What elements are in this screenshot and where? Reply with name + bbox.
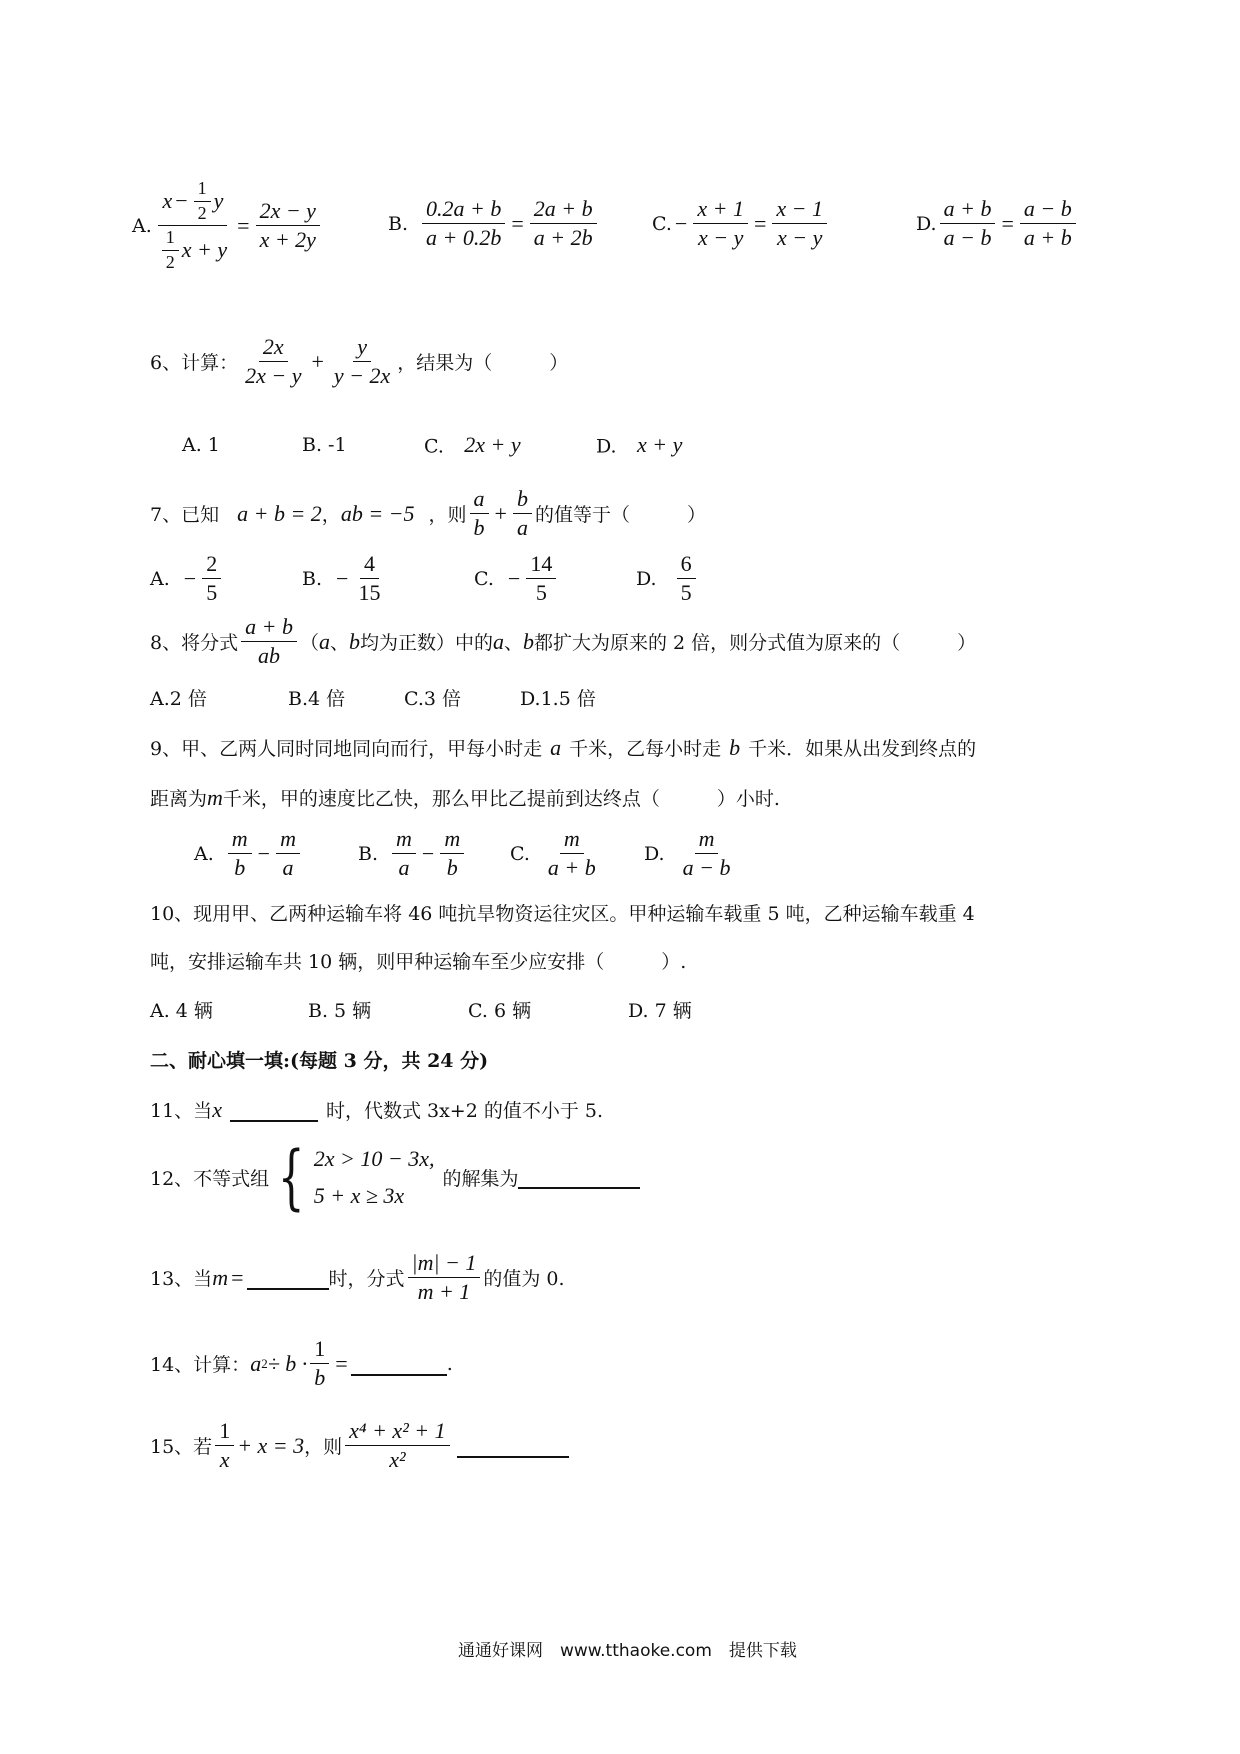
- q12-stem: 12、不等式组 { 2x > 10 − 3x, 5 + x ≥ 3x 的解集为: [150, 1140, 640, 1215]
- q5-d-label: D.: [916, 212, 937, 235]
- q5-d-lhs-fraction: $\frac{a + b}{a - b}$: [940, 196, 996, 252]
- q9-line-1: 9、甲、乙两人同时同地同向而行，甲每小时走 a 千米，乙每小时走 b 千米．如果从出发到终点的: [150, 734, 977, 760]
- q5-b-lhs-fraction: $\frac{0.2a + b}{a + 0.2b}$: [422, 196, 505, 252]
- q6-option-d: D. x + y: [596, 432, 683, 458]
- q7-prefix: 7、已知: [150, 504, 220, 527]
- q5-b-rhs-fraction: $\frac{2a + b}{a + 2b}$: [530, 196, 597, 252]
- q7-fraction-1: $\frac{a}{b}$: [470, 486, 489, 542]
- q8-option-b: B.4 倍: [288, 688, 346, 710]
- q7-condition-1: a + b = 2: [237, 500, 322, 526]
- q5-a-var: x: [162, 187, 173, 213]
- q7-option-b: B. − $\frac{4}{15}$: [302, 551, 381, 606]
- q5-a-lhs-fraction: [155, 178, 231, 273]
- page-footer: 通通好课网 www.tthaoke.com 提供下载: [458, 1641, 797, 1661]
- q5-b-label: B.: [388, 212, 409, 235]
- q8-option-c: C.3 倍: [404, 688, 462, 710]
- q5-option-b: [388, 196, 600, 252]
- q5-a-inner-den: 2: [197, 202, 207, 223]
- q15-fraction-1: $\frac{1}{x}$: [215, 1418, 234, 1474]
- q5-c-rhs-fraction: $\frac{x - 1}{x - y}$: [772, 196, 827, 252]
- q12-brace: {: [278, 1136, 305, 1219]
- q7-suffix: 的值等于（ ）: [534, 504, 706, 527]
- q7-fraction-2: $\frac{b}{a}$: [513, 486, 532, 542]
- q12-answer-blank[interactable]: [518, 1165, 640, 1189]
- q9-option-d: D. $\frac{m}{a - b}$: [644, 826, 731, 881]
- q10-option-a: A. 4 辆: [150, 1000, 213, 1022]
- q5-b-equals: =: [511, 210, 524, 236]
- q7-option-c: C. − $\frac{14}{5}$: [474, 551, 559, 607]
- q6-stem: [150, 334, 568, 390]
- q5-a-label: A.: [132, 214, 152, 237]
- q5-a-var-y: y: [213, 187, 224, 213]
- q14-answer-blank[interactable]: [351, 1352, 447, 1376]
- q6-suffix: ，结果为（ ）: [397, 352, 569, 375]
- q5-d-rhs-fraction: $\frac{a - b}{a + b}$: [1020, 196, 1076, 252]
- q15-stem: 15、若 $\frac{1}{x}$ + x = 3 ，则 $\frac{\text{x⁴ + x² + 1}}{\text{x²}}$: [150, 1418, 569, 1474]
- q5-c-label: C.: [652, 212, 672, 235]
- q7-option-a: A. − $\frac{2}{5}$: [150, 551, 224, 607]
- q13-stem: 13、当 m = 时，分式 $\frac{|m| - 1}{m + 1}$ 的值为 0.: [150, 1250, 565, 1305]
- q6-option-c-expr: 2x + y: [464, 432, 521, 457]
- q8-stem: 8、将分式 $\frac{a + b}{ab}$ （ a 、 b 均为正数）中的 a 、 b 都扩大为原来的 2 倍，则分式值为原来的（ ）: [150, 614, 977, 669]
- q10-option-b: B. 5 辆: [308, 1000, 372, 1022]
- q5-a-equals: =: [237, 212, 250, 238]
- q5-option-c: [652, 196, 830, 252]
- q8-suffix: 都扩大为原来的 2 倍，则分式值为原来的（ ）: [534, 632, 977, 655]
- q5-c-sign: −: [674, 210, 688, 236]
- q5-a-den-expr: x + y: [181, 237, 228, 263]
- q8-option-d: D.1.5 倍: [520, 688, 596, 710]
- q13-answer-blank[interactable]: [247, 1266, 329, 1290]
- q6-option-b: B. -1: [302, 434, 347, 456]
- q9-option-a: A. $\frac{m}{b}$ − $\frac{m}{a}$: [194, 826, 303, 882]
- q11-stem: 11、当 x 时，代数式 3x+2 的值不小于 5.: [150, 1096, 604, 1122]
- q5-a-op: −: [175, 187, 188, 213]
- q7-option-d: D. $\frac{6}{5}$: [636, 551, 699, 607]
- section-2-title: 二、耐心填一填:(每题 3 分，共 24 分): [150, 1050, 489, 1072]
- q6-plus: +: [311, 348, 324, 374]
- q11-answer-blank[interactable]: [230, 1098, 318, 1122]
- q9-option-b: B. $\frac{m}{a}$ − $\frac{m}{b}$: [358, 826, 467, 882]
- q10-line-2: 吨，安排运输车共 10 辆，则甲种运输车至少应安排（ ）.: [150, 951, 687, 973]
- q15-fraction-2: $\frac{\text{x⁴ + x² + 1}}{\text{x²}}$: [345, 1418, 449, 1474]
- q12-system: 2x > 10 − 3x, 5 + x ≥ 3x: [313, 1146, 435, 1209]
- q5-a-inner-num: 1: [194, 178, 211, 202]
- q6-option-a: A. 1: [182, 434, 220, 456]
- q10-option-d: D. 7 辆: [628, 1000, 692, 1022]
- q5-option-a: [132, 178, 323, 273]
- q5-a-inner-den2: 2: [165, 251, 175, 272]
- q6-fraction-2: $\frac{y}{y - 2x}$: [333, 334, 391, 389]
- q6-prefix: 6、计算：: [150, 352, 239, 375]
- q5-a-rhs-fraction: $\frac{2x - y}{x + 2y}$: [256, 198, 320, 254]
- q14-fraction: $\frac{1}{b}$: [310, 1336, 329, 1392]
- q5-c-equals: =: [753, 210, 767, 236]
- q7-stem: 7、已知 a + b = 2 ， ab = −5 ，则 $\frac{a}{b}$ + $\frac{b}{a}$ 的值等于（ ）: [150, 486, 706, 541]
- q8-option-a: A.2 倍: [150, 688, 207, 710]
- q8-fraction: $\frac{a + b}{ab}$: [241, 614, 297, 670]
- q15-answer-blank[interactable]: [457, 1434, 569, 1458]
- q6-fraction-1: $\frac{2x}{2x - y}$: [245, 334, 302, 389]
- q7-condition-2: ab = −5: [340, 500, 415, 526]
- q13-fraction: $\frac{|m| - 1}{m + 1}$: [408, 1250, 481, 1306]
- q9-line-2: 距离为 m 千米，甲的速度比乙快，那么甲比乙提前到达终点（ ）小时.: [150, 784, 780, 810]
- q10-option-c: C. 6 辆: [468, 1000, 532, 1022]
- q6-option-c: C. 2x + y: [424, 432, 521, 458]
- q10-line-1: 10、现用甲、乙两种运输车将 46 吨抗旱物资运往灾区。甲种运输车载重 5 吨，乙种运输车载重 4: [150, 903, 975, 925]
- q5-option-d: [916, 196, 1079, 252]
- q5-a-inner-num2: 1: [162, 227, 179, 251]
- q5-d-equals: =: [1001, 210, 1014, 236]
- q5-c-lhs-fraction: $\frac{x + 1}{x - y}$: [693, 196, 748, 252]
- q9-option-c: C. $\frac{m}{a + b}$: [510, 826, 596, 881]
- q6-option-d-expr: x + y: [636, 432, 683, 457]
- q8-prefix: 8、将分式: [150, 632, 239, 655]
- q14-stem: 14、计算： a 2 ÷ b · $\frac{1}{b}$ = .: [150, 1336, 453, 1391]
